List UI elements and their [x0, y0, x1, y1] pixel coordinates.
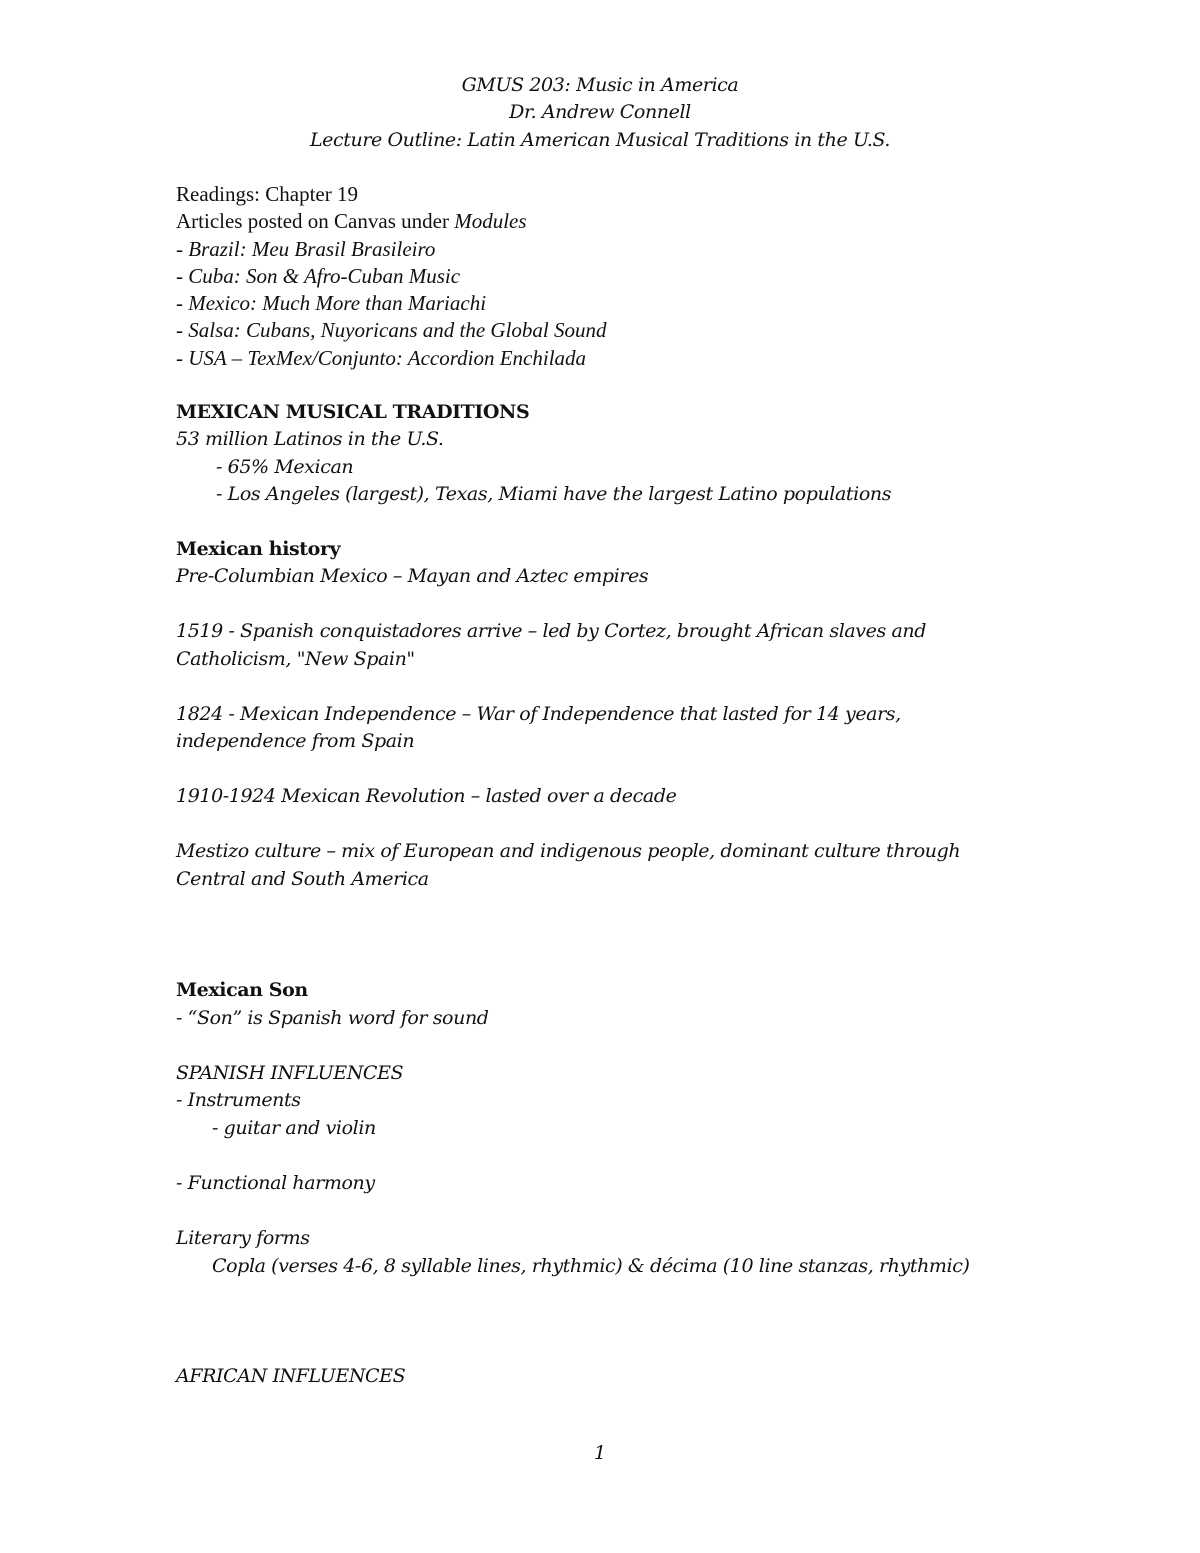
lecture-title: Lecture Outline: Latin American Musical Traditions in the U.S.	[309, 129, 891, 151]
article-item: - Brazil: Meu Brasil Brasileiro	[176, 237, 436, 261]
history-item: 1824 - Mexican Independence – War of Independence that lasted for 14 years,	[176, 703, 901, 725]
literary-forms-label: Literary forms	[176, 1227, 310, 1249]
spanish-influences-heading: SPANISH INFLUENCES	[176, 1062, 404, 1084]
history-item: Central and South America	[176, 868, 429, 890]
history-item: Pre-Columbian Mexico – Mayan and Aztec empires	[176, 565, 649, 587]
history-item: independence from Spain	[176, 730, 415, 752]
article-item: - Salsa: Cubans, Nuyoricans and the Global Sound	[176, 318, 607, 342]
latino-population-stat: 53 million Latinos in the U.S.	[176, 428, 444, 450]
history-item: Catholicism, "New Spain"	[176, 648, 415, 670]
articles-prefix: Articles posted on Canvas under	[176, 209, 455, 233]
page-number: 1	[593, 1442, 607, 1464]
influence-item: - Instruments	[176, 1089, 301, 1111]
literary-forms-detail: Copla (verses 4-6, 8 syllable lines, rhythmic) & décima (10 line stanzas, rhythmic)	[212, 1255, 970, 1277]
article-item: - Cuba: Son & Afro-Cuban Music	[176, 264, 461, 288]
influence-subitem: - guitar and violin	[212, 1117, 376, 1139]
history-item: 1910-1924 Mexican Revolution – lasted over a decade	[176, 785, 677, 807]
instructor-name: Dr. Andrew Connell	[509, 101, 691, 123]
stat-subitem: - Los Angeles (largest), Texas, Miami have the largest Latino populations	[216, 483, 892, 505]
article-item: - USA – TexMex/Conjunto: Accordion Enchilada	[176, 346, 587, 370]
readings-line: Readings: Chapter 19	[176, 182, 358, 206]
son-heading: Mexican Son	[176, 979, 308, 1001]
stat-subitem: - 65% Mexican	[216, 456, 354, 478]
course-title: GMUS 203: Music in America	[461, 74, 739, 96]
articles-line	[176, 208, 527, 235]
african-influences-heading: AFRICAN INFLUENCES	[176, 1365, 406, 1387]
history-item: Mestizo culture – mix of European and indigenous people, dominant culture through	[176, 840, 961, 862]
traditions-heading: MEXICAN MUSICAL TRADITIONS	[176, 401, 530, 423]
history-item: 1519 - Spanish conquistadores arrive – led by Cortez, brought African slaves and	[176, 620, 927, 642]
modules-link-text: Modules	[454, 209, 527, 233]
influence-item: - Functional harmony	[176, 1172, 375, 1194]
article-item: - Mexico: Much More than Mariachi	[176, 291, 487, 315]
history-heading: Mexican history	[176, 538, 341, 560]
son-definition: - “Son” is Spanish word for sound	[176, 1007, 489, 1029]
